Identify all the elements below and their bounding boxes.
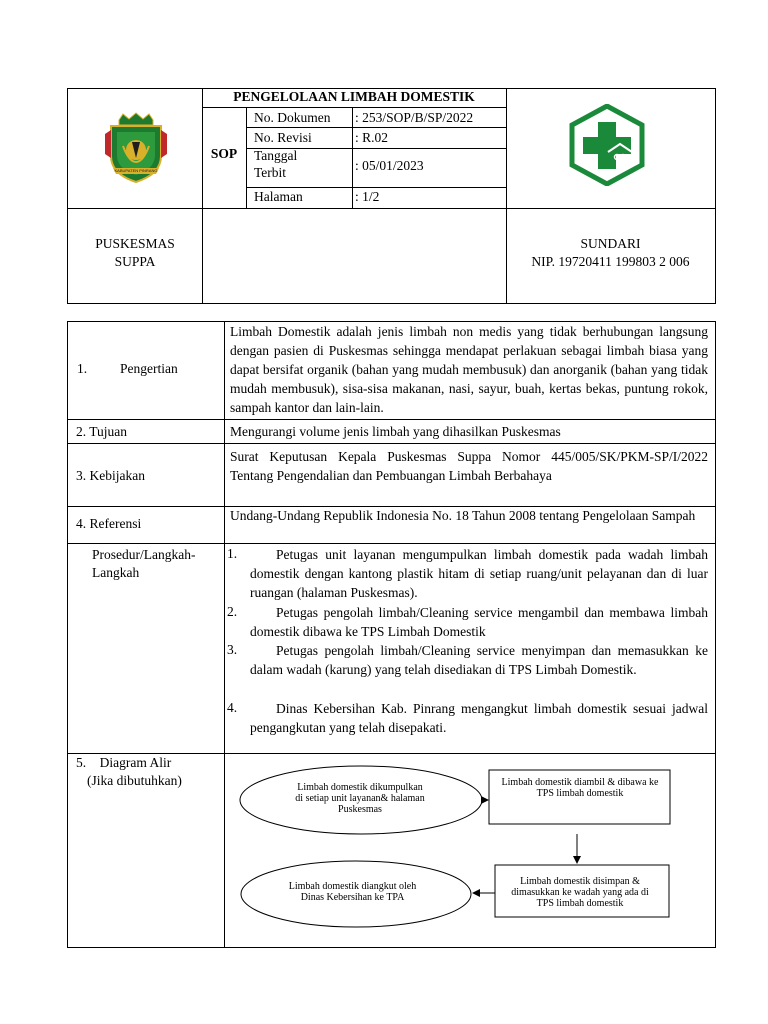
- health-logo: [568, 104, 646, 186]
- signer-nip: NIP. 19720411 199803 2 006: [531, 254, 690, 269]
- row-value-tanggal-terbit: : 05/01/2023: [355, 158, 424, 173]
- section-number-1: 1.: [77, 361, 88, 376]
- row-label-tanggal-line2: Terbit: [254, 165, 287, 180]
- org-line1: PUSKESMAS: [95, 236, 175, 251]
- step-number-3: 3.: [227, 642, 238, 657]
- row-label-no-revisi: No. Revisi: [254, 130, 312, 145]
- row-value-no-dokumen: : 253/SOP/B/SP/2022: [355, 110, 474, 125]
- sop-label: SOP: [210, 146, 238, 161]
- title-text: PENGELOLAAN LIMBAH DOMESTIK: [233, 89, 475, 104]
- section-label-diagram: [76, 754, 182, 790]
- diagram-label-line1: 5. Diagram Alir: [76, 755, 172, 770]
- step-text-2: Petugas pengolah limbah/Cleaning service mengambil dan membawa limbah domestik dibawa ke TPS Limbah Domestik: [250, 605, 708, 639]
- seal-icon: [101, 112, 171, 186]
- step-number-2: 2.: [227, 604, 238, 619]
- signer-name: SUNDARI: [580, 236, 641, 251]
- document-title: [202, 88, 506, 106]
- section-label-pengertian: Pengertian: [120, 361, 178, 376]
- step-text-1: Petugas unit layanan mengumpulkan limbah domestik pada wadah limbah domestik dengan kantong plastik hitam di setiap ruang/unit pelayanan dan di luar ruangan (halaman Puskesmas).: [250, 547, 708, 600]
- section-label-kebijakan: 3. Kebijakan: [76, 468, 145, 483]
- flow-node-step3: Limbah domestik disimpan & dimasukkan ke wadah yang ada di TPS limbah domestik: [511, 876, 649, 909]
- row-label-tanggal-line1: Tanggal: [254, 148, 298, 163]
- row-label-no-dokumen: No. Dokumen: [254, 110, 331, 125]
- step-number-4: 4.: [227, 700, 238, 715]
- diagram-label-line2: (Jika dibutuhkan): [87, 773, 182, 788]
- health-cross-icon: [568, 104, 646, 186]
- row-label-halaman: Halaman: [254, 189, 303, 204]
- regional-seal-logo: [101, 112, 171, 186]
- signer-block: [506, 235, 715, 271]
- flow-node-end: Limbah domestik diangkut oleh Dinas Kebersihan ke TPA: [288, 881, 417, 903]
- row-value-halaman: : 1/2: [355, 189, 380, 204]
- step-text-3: Petugas pengolah limbah/Cleaning service menyimpan dan memasukkan ke dalam wadah (karung) yang telah disediakan di TPS Limbah Domestik.: [250, 643, 708, 677]
- org-line2: SUPPA: [114, 254, 156, 269]
- section-text-referensi: Undang-Undang Republik Indonesia No. 18 Tahun 2008 tentang Pengelolaan Sampah: [230, 508, 696, 523]
- section-text-pengertian: Limbah Domestik adalah jenis limbah non medis yang tidak berhubungan langsung dengan pasien di Puskesmas sehingga mendapat perlakuan sebagai limbah biasa yang dapat bersifat organik (bahan yang mudah membusuk) dan anorganik (bahan yang tidak mudah membusuk), sisa-sisa makanan, nasi, sayur, buah, kertas bekas, puntung rokok, sampah kantor dan lain-lain.: [230, 324, 708, 415]
- section-text-kebijakan: Surat Keputusan Kepala Puskesmas Suppa Nomor 445/005/SK/PKM-SP/I/2022 Tentang Pengendalian dan Pembuangan Limbah Berbahaya: [230, 449, 708, 483]
- org-name: [68, 235, 202, 271]
- seal-ribbon-text: KABUPATEN PINRANG: [114, 168, 158, 173]
- row-value-no-revisi: : R.02: [355, 130, 389, 145]
- step-number-1: 1.: [227, 546, 238, 561]
- step-text-4: Dinas Kebersihan Kab. Pinrang mengangkut limbah domestik sesuai jadwal pengangkutan yang telah disepakati.: [250, 701, 708, 735]
- prosedur-label-line1: Prosedur/Langkah-: [92, 547, 196, 562]
- flow-node-step2: Limbah domestik diambil & dibawa ke TPS limbah domestik: [501, 777, 659, 799]
- prosedur-label-line2: Langkah: [92, 565, 140, 580]
- section-text-tujuan: Mengurangi volume jenis limbah yang dihasilkan Puskesmas: [230, 424, 561, 439]
- flow-node-start: Limbah domestik dikumpulkan di setiap unit layanan& halaman Puskesmas: [295, 782, 425, 815]
- section-label-referensi: 4. Referensi: [76, 516, 142, 531]
- section-label-prosedur: [92, 546, 195, 582]
- section-label-tujuan: 2. Tujuan: [76, 424, 128, 439]
